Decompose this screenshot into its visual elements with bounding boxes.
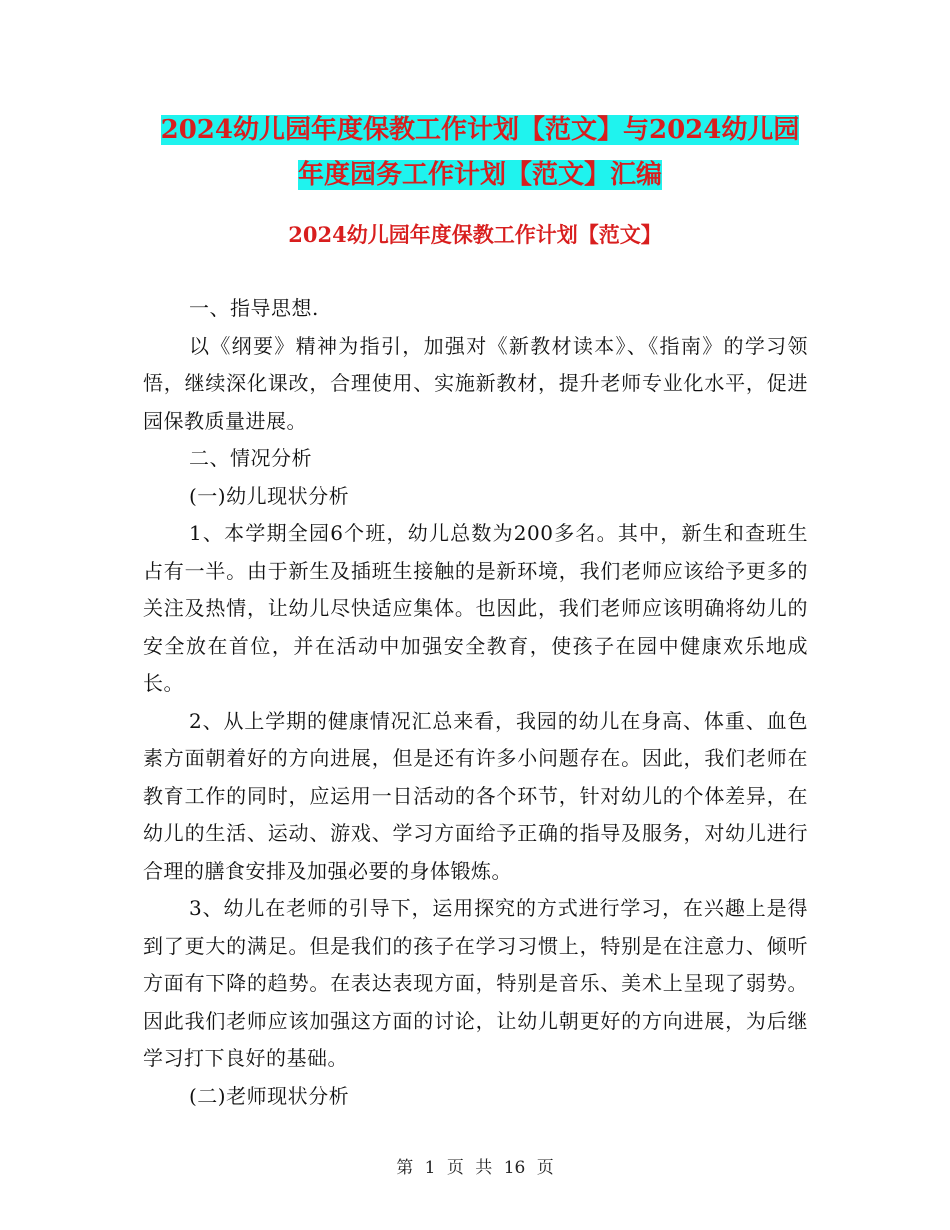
- title-line-1: 2024幼儿园年度保教工作计划【范文】与2024幼儿园: [160, 115, 800, 145]
- paragraph: 以《纲要》精神为指引，加强对《新教材读本》、《指南》的学习领悟，继续深化课改，合理使用、实施新教材，提升老师专业化水平，促进园保教质量进展。: [143, 333, 808, 433]
- paragraph: 一、指导思想.: [189, 296, 319, 320]
- document-title: [140, 108, 820, 198]
- paragraph: (二)老师现状分析: [189, 1083, 350, 1108]
- paragraph: 2、从上学期的健康情况汇总来看，我园的幼儿在身高、体重、血色素方面朝着好的方向进展，但是还有许多小问题存在。因此，我们老师在教育工作的同时，应运用一日活动的各个环节，针对幼儿的个体差异，在幼儿的生活、运动、游戏、学习方面给予正确的指导及服务，对幼儿进行合理的膳食安排及加强必要的身体锻炼。: [143, 708, 808, 883]
- title-line-2: 年度园务工作计划【范文】汇编: [297, 160, 662, 190]
- paragraph: 二、情况分析: [189, 446, 312, 470]
- document-body: [143, 290, 808, 1115]
- section-title: 2024幼儿园年度保教工作计划【范文】: [288, 222, 662, 247]
- paragraph: (一)幼儿现状分析: [189, 483, 350, 508]
- paragraph: 1、本学期全园6个班，幼儿总数为200多名。其中，新生和查班生占有一半。由于新生及插班生接触的是新环境，我们老师应该给予更多的关注及热情，让幼儿尽快适应集体。也因此，我们老师应该明确将幼儿的安全放在首位，并在活动中加强安全教育，使孩子在园中健康欢乐地成长。: [143, 521, 808, 695]
- page-number-footer: 第 1 页 共 16 页: [396, 1158, 554, 1178]
- paragraph: 3、幼儿在老师的引导下，运用探究的方式进行学习，在兴趣上是得到了更大的满足。但是我们的孩子在学习习惯上，特别是在注意力、倾听方面有下降的趋势。在表达表现方面，特别是音乐、美术上呈现了弱势。因此我们老师应该加强这方面的讨论，让幼儿朝更好的方向进展，为后继学习打下良好的基础。: [143, 896, 808, 1070]
